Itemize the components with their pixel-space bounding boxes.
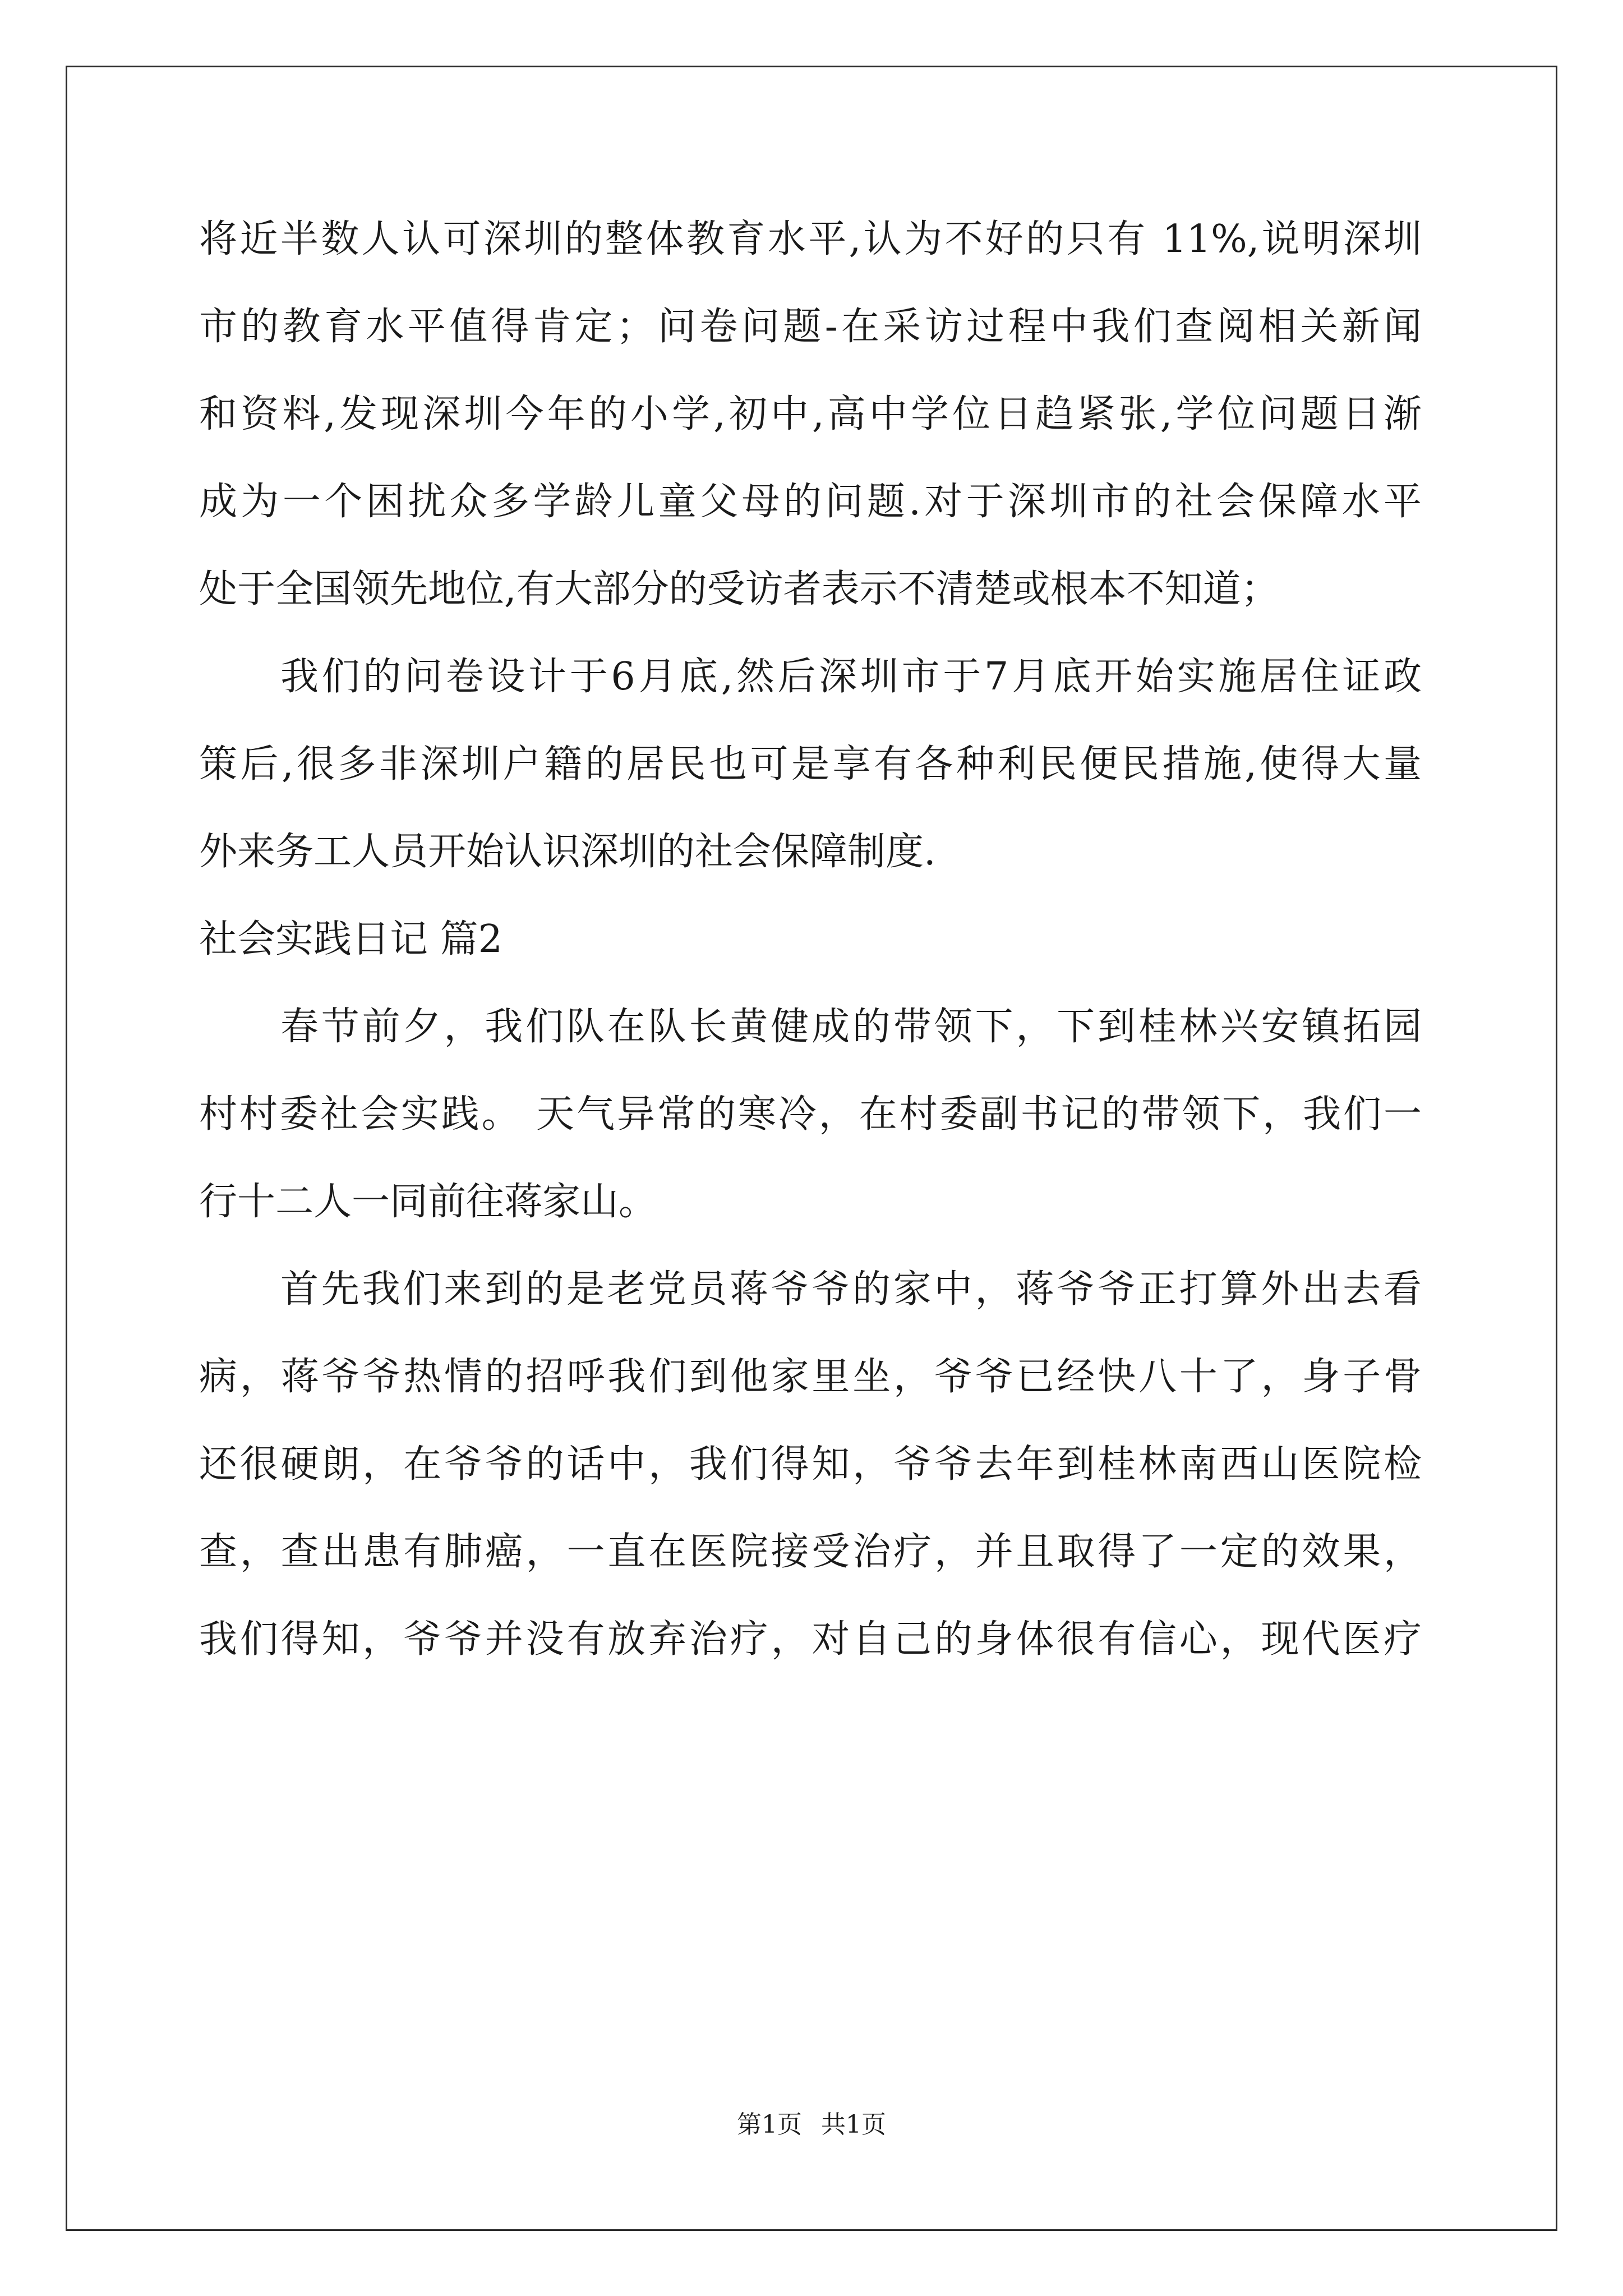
page-footer (0, 2108, 1623, 2142)
paragraph-1-line-2: 市的教育水平值得肯定；问卷问题-在采访过程中我们查阅相关新闻 (199, 305, 1422, 349)
page-number-total: 共1页 (821, 2110, 886, 2139)
paragraph-4-line-3: 还很硬朗，在爷爷的话中，我们得知，爷爷去年到桂林南西山医院检 (199, 1442, 1422, 1487)
page-number-current: 第1页 (737, 2110, 802, 2139)
paragraph-3-line-1: 春节前夕，我们队在队长黄健成的带领下，下到桂林兴安镇拓园 (280, 1005, 1422, 1049)
paragraph-1-line-3: 和资料,发现深圳今年的小学,初中,高中学位日趋紧张,学位问题日渐 (199, 392, 1422, 436)
paragraph-2-line-2: 策后,很多非深圳户籍的居民也可是享有各种利民便民措施,使得大量 (199, 742, 1422, 786)
paragraph-3-line-3: 行十二人一同前往蒋家山。 (199, 1180, 657, 1224)
paragraph-1-line-1: 将近半数人认可深圳的整体教育水平,认为不好的只有 11%,说明深圳 (199, 217, 1422, 261)
paragraph-1-line-4: 成为一个困扰众多学龄儿童父母的问题.对于深圳市的社会保障水平 (199, 480, 1422, 524)
paragraph-2-line-3: 外来务工人员开始认识深圳的社会保障制度. (199, 830, 936, 874)
paragraph-4-line-2: 病，蒋爷爷热情的招呼我们到他家里坐，爷爷已经快八十了，身子骨 (199, 1355, 1422, 1399)
paragraph-4-line-5: 我们得知，爷爷并没有放弃治疗，对自己的身体很有信心，现代医疗 (199, 1617, 1422, 1662)
paragraph-3-line-2: 村村委社会实践。 天气异常的寒冷，在村委副书记的带领下，我们一 (199, 1092, 1422, 1137)
paragraph-2-line-1: 我们的问卷设计于6月底,然后深圳市于7月底开始实施居住证政 (280, 655, 1422, 699)
paragraph-4-line-4: 查，查出患有肺癌，一直在医院接受治疗，并且取得了一定的效果， (199, 1530, 1422, 1574)
section-heading: 社会实践日记 篇2 (199, 917, 502, 961)
paragraph-1-line-5: 处于全国领先地位,有大部分的受访者表示不清楚或根本不知道； (199, 567, 1279, 611)
paragraph-4-line-1: 首先我们来到的是老党员蒋爷爷的家中，蒋爷爷正打算外出去看 (280, 1267, 1422, 1312)
